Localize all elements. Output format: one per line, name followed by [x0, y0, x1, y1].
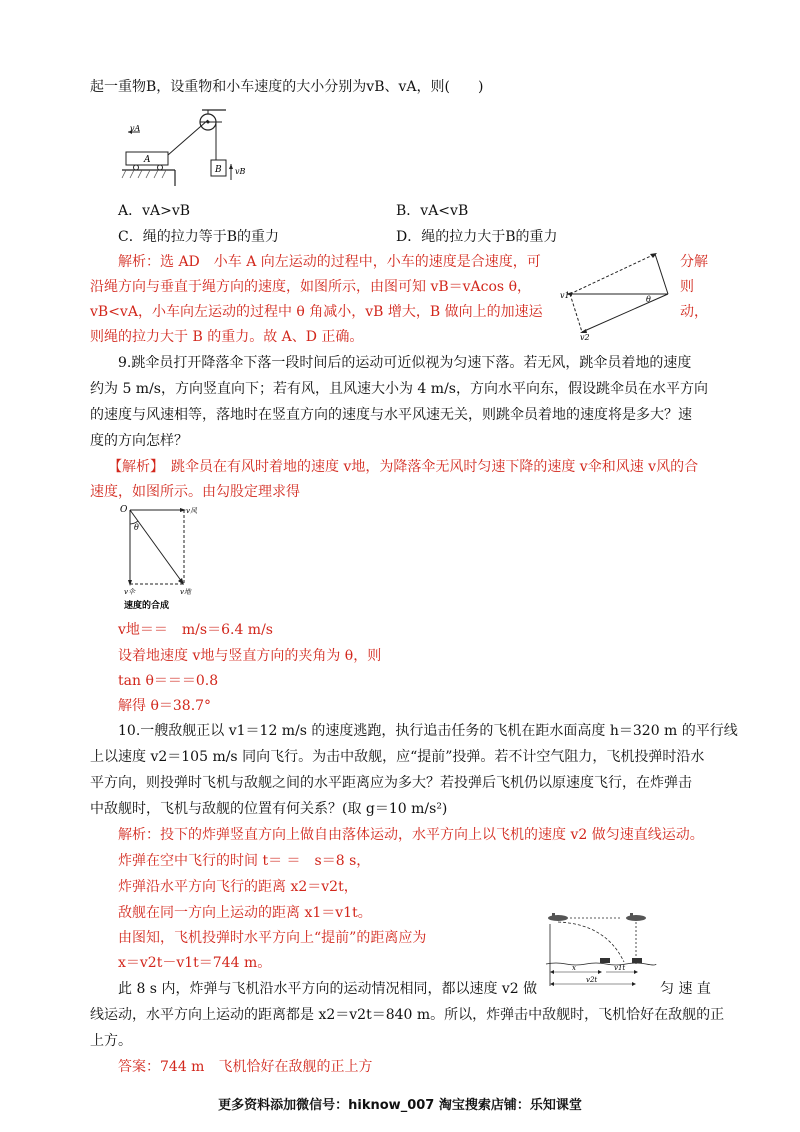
q10-analysis-8: 线运动，水平方向上运动的距离都是 x2＝v2t＝840 m。所以，炸弹击中敌舰时，飞机恰好在敌舰的正 [90, 1007, 725, 1023]
q8-analysis-2: 沿绳方向与垂直于绳方向的速度，如图所示，由图可知 vB＝vAcos θ， [90, 279, 531, 295]
q8-label-va: vA [130, 124, 141, 133]
q9-stem-2: 约为 5 m/s，方向竖直向下；若有风，且风速大小为 4 m/s，方向水平向东，假设跳伞员在水平方向 [90, 381, 708, 397]
q8-analysis-right-3: 动， [680, 304, 708, 320]
q10-analysis-4: 敌舰在同一方向上运动的距离 x1＝v1t。 [118, 905, 372, 921]
q10-answer: 答案：744 m 飞机恰好在敌舰的正上方 [118, 1059, 373, 1075]
footer-note: 更多资料添加微信号：hiknow_007 淘宝搜索店铺：乐知课堂 [218, 1098, 582, 1113]
q9-analysis-2: 速度，如图所示。由勾股定理求得 [90, 484, 300, 500]
q10-analysis-1: 解析：投下的炸弹竖直方向上做自由落体运动，水平方向上以飞机的速度 v2 做匀速直线运动。 [118, 827, 704, 843]
q8-option-d: D．绳的拉力大于B的重力 [396, 229, 558, 245]
q8-analysis-right-2: 则 [680, 279, 694, 295]
q8-diagram-v2: v2 [580, 333, 590, 342]
q8-pulley-figure [120, 108, 270, 188]
q9-calc-4: 解得 θ＝38.7° [118, 698, 212, 714]
q10-stem-1: 10.一艘敌舰正以 v1＝12 m/s 的速度逃跑，执行追击任务的飞机在距水面高度 h＝320 m 的平行线 [118, 723, 738, 739]
q8-option-a: A．vA>vB [118, 203, 191, 219]
q8-velocity-diagram [560, 246, 678, 342]
q10-stem-3: 平方向，则投弹时飞机与敌舰之间的水平距离应为多大？若投弹后飞机仍以原速度飞行，在炸弹击 [90, 775, 692, 791]
q9-stem-1: 9.跳伞员打开降落伞下落一段时间后的运动可近似视为匀速下落。若无风，跳伞员着地的速度 [118, 355, 692, 371]
q10-fig-v2t: v2t [586, 976, 598, 984]
q9-composition-figure [118, 504, 208, 614]
q10-analysis-3: 炸弹沿水平方向飞行的距离 x2＝v2t， [118, 879, 358, 895]
q8-label-a: A [144, 155, 151, 165]
q10-analysis-5: 由图知，飞机投弹时水平方向上“提前”的距离应为 [118, 930, 427, 946]
q10-fig-x: x [572, 964, 576, 972]
q9-calc-1: v地＝＝ m/s＝6.4 m/s [118, 622, 273, 638]
q9-stem-3: 的速度与风速相等，落地时在竖直方向的速度与水平风速无关，则跳伞员着地的速度将是多大？速 [90, 407, 692, 423]
q9-fig-v-wind: v风 [186, 507, 197, 515]
q9-calc-2: 设着地速度 v地与竖直方向的夹角为 θ，则 [118, 648, 382, 664]
q10-analysis-right: 匀 速 直 [660, 981, 711, 997]
q9-analysis-1: 【解析】 跳伞员在有风时着地的速度 v地，为降落伞无风时匀速下降的速度 v伞和风速 v风的合 [108, 459, 699, 475]
q8-label-vb: vB [235, 167, 246, 176]
q9-fig-theta: θ [134, 523, 139, 532]
q8-analysis-right-1: 分解 [680, 254, 708, 270]
q8-label-b: B [215, 165, 222, 175]
q9-calc-3: tan θ＝＝＝0.8 [118, 673, 219, 689]
q8-diagram-v1: v1 [560, 291, 570, 300]
q8-analysis-4: 则绳的拉力大于 B 的重力。故 A、D 正确。 [90, 329, 364, 345]
q10-analysis-9: 上方。 [90, 1033, 132, 1049]
q10-stem-4: 中敌舰时，飞机与敌舰的位置有何关系？(取 g＝10 m/s²) [90, 801, 448, 817]
q10-analysis-2: 炸弹在空中飞行的时间 t＝ ＝ s＝8 s， [118, 853, 371, 869]
q9-fig-caption: 速度的合成 [124, 601, 170, 611]
q8-option-c: C．绳的拉力等于B的重力 [118, 229, 279, 245]
q10-fig-v1t: v1t [614, 964, 626, 972]
q8-diagram-theta: θ [646, 295, 651, 304]
q9-fig-v-ground: v地 [180, 588, 191, 596]
q10-bomb-figure [546, 910, 656, 992]
q10-stem-2: 上以速度 v2＝105 m/s 同向飞行。为击中敌舰，应“提前”投弹。若不计空气阻力，飞机投弹时沿水 [90, 749, 705, 765]
q9-fig-v-para: v伞 [124, 588, 135, 596]
q8-analysis-3: vB<vA，小车向左运动的过程中 θ 角减小，vB 增大，B 做向上的加速运 [90, 304, 543, 320]
q8-stem-tail: 起一重物B，设重物和小车速度的大小分别为vB、vA，则( ) [90, 79, 484, 95]
q8-analysis-1: 解析：选 AD 小车 A 向左运动的过程中，小车的速度是合速度，可 [118, 254, 541, 270]
q9-stem-4: 度的方向怎样？ [90, 433, 188, 449]
q10-analysis-7: 此 8 s 内，炸弹与飞机沿水平方向的运动情况相同，都以速度 v2 做 [118, 981, 538, 997]
q8-option-b: B．vA<vB [396, 203, 469, 219]
q10-analysis-6: x＝v2t－v1t＝744 m。 [118, 955, 272, 971]
q9-fig-o: O [120, 505, 128, 515]
